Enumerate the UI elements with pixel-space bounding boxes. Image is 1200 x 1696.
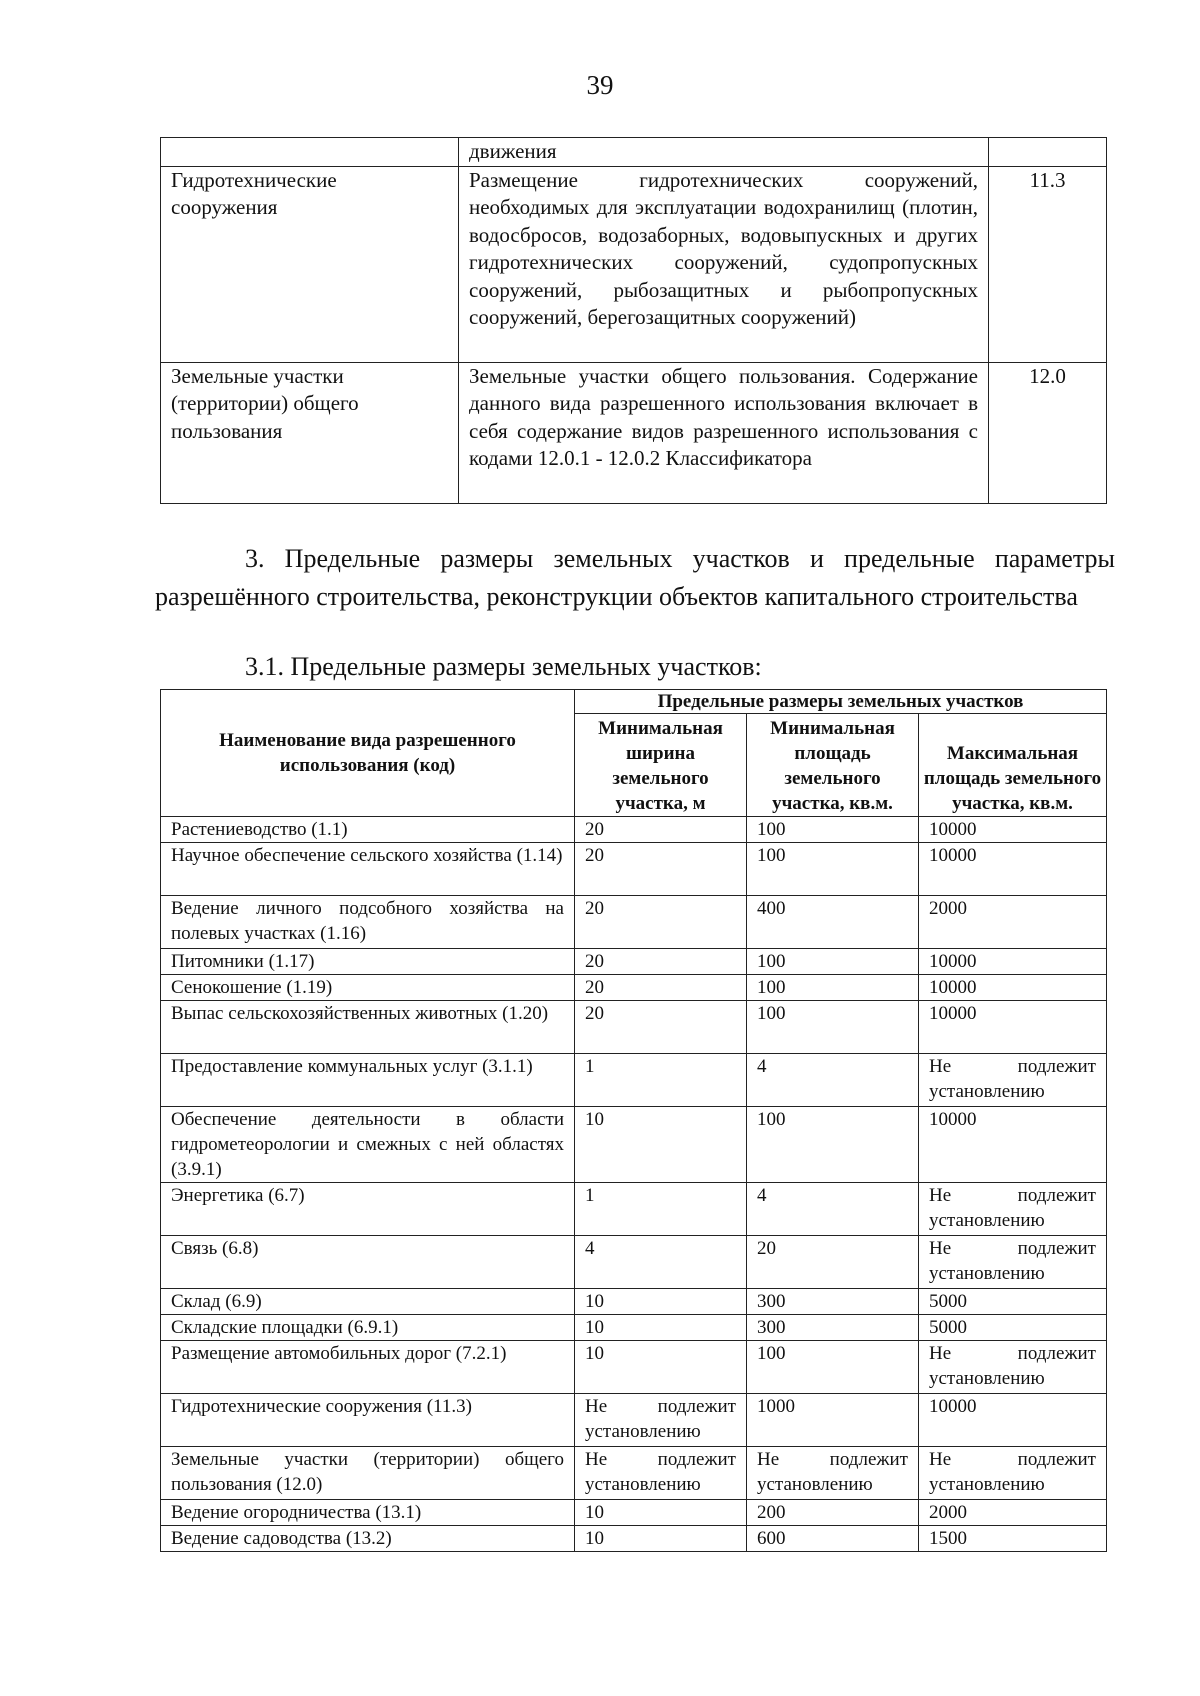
min-width-cell: 4 xyxy=(575,1236,747,1289)
use-type-name: Предоставление коммунальных услуг (3.1.1) xyxy=(161,1054,575,1107)
min-area-cell: 100 xyxy=(747,843,919,896)
max-area-cell: 5000 xyxy=(919,1289,1107,1315)
use-type-name xyxy=(161,138,459,167)
use-type-name: Склад (6.9) xyxy=(161,1289,575,1315)
table-row xyxy=(161,843,1107,896)
use-type-code: 12.0 xyxy=(989,362,1107,503)
max-area-cell: 2000 xyxy=(919,1500,1107,1526)
use-type-name: Питомники (1.17) xyxy=(161,949,575,975)
table-row xyxy=(161,1107,1107,1183)
min-width-cell: 20 xyxy=(575,843,747,896)
max-area-cell: 10000 xyxy=(919,843,1107,896)
header-min-width: Минимальная ширина земельного участка, м xyxy=(575,714,747,817)
min-width-cell: 1 xyxy=(575,1054,747,1107)
max-area-cell: Не подлежит установлению xyxy=(919,1236,1107,1289)
min-width-cell: 20 xyxy=(575,817,747,843)
min-width-cell: 10 xyxy=(575,1341,747,1394)
use-type-name: Ведение личного подсобного хозяйства на полевых участках (1.16) xyxy=(161,896,575,949)
use-type-description: движения xyxy=(459,138,989,167)
table-row xyxy=(161,1001,1107,1054)
use-type-code: 11.3 xyxy=(989,166,1107,362)
min-width-cell: Не подлежит установлению xyxy=(575,1447,747,1500)
min-area-cell: 100 xyxy=(747,817,919,843)
use-type-name: Связь (6.8) xyxy=(161,1236,575,1289)
use-type-description: Земельные участки общего пользования. Содержание данного вида разрешенного использования включает в себя содержание видов разрешенного использования с кодами 12.0.1 - 12.0.2 Классификатора xyxy=(459,362,989,503)
min-area-cell: 100 xyxy=(747,949,919,975)
use-type-name: Складские площадки (6.9.1) xyxy=(161,1315,575,1341)
min-width-cell: 20 xyxy=(575,949,747,975)
header-row xyxy=(161,690,1107,714)
use-type-name: Научное обеспечение сельского хозяйства (1.14) xyxy=(161,843,575,896)
use-type-name: Выпас сельскохозяйственных животных (1.20) xyxy=(161,1001,575,1054)
use-type-name: Гидротехнические сооружения (11.3) xyxy=(161,1394,575,1447)
max-area-cell: Не подлежит установлению xyxy=(919,1447,1107,1500)
min-area-cell: 100 xyxy=(747,1341,919,1394)
land-use-types-table xyxy=(160,137,1107,504)
max-area-cell: Не подлежит установлению xyxy=(919,1054,1107,1107)
use-type-name: Энергетика (6.7) xyxy=(161,1183,575,1236)
table-row xyxy=(161,975,1107,1001)
table-row xyxy=(161,1054,1107,1107)
plot-size-limits-table xyxy=(160,689,1107,1552)
min-area-cell: 100 xyxy=(747,975,919,1001)
table-row xyxy=(161,1183,1107,1236)
table-row xyxy=(161,949,1107,975)
use-type-name: Ведение огородничества (13.1) xyxy=(161,1500,575,1526)
table-row xyxy=(161,896,1107,949)
header-use-type: Наименование вида разрешенного использования (код) xyxy=(161,690,575,817)
use-type-name: Обеспечение деятельности в области гидрометеорологии и смежных с ней областях (3.9.1) xyxy=(161,1107,575,1183)
min-width-cell: 10 xyxy=(575,1500,747,1526)
min-area-cell: 600 xyxy=(747,1526,919,1552)
min-width-cell: 20 xyxy=(575,1001,747,1054)
min-area-cell: 100 xyxy=(747,1001,919,1054)
min-area-cell: 300 xyxy=(747,1315,919,1341)
min-width-cell: 10 xyxy=(575,1107,747,1183)
header-size-limits: Предельные размеры земельных участков xyxy=(575,690,1107,714)
table-row xyxy=(161,1236,1107,1289)
min-area-cell: 4 xyxy=(747,1054,919,1107)
min-area-cell: 300 xyxy=(747,1289,919,1315)
page-number: 39 xyxy=(586,70,614,100)
table-row xyxy=(161,817,1107,843)
max-area-cell: 2000 xyxy=(919,896,1107,949)
max-area-cell: 10000 xyxy=(919,1001,1107,1054)
max-area-cell: 10000 xyxy=(919,949,1107,975)
use-type-code xyxy=(989,138,1107,167)
use-type-description: Размещение гидротехнических сооружений, необходимых для эксплуатации водохранилищ (плотин, водосбросов, водозаборных, водовыпускных и других гидротехнических сооружений, судопропускных сооружений, рыбозащитных и рыбопропускных сооружений, берегозащитных сооружений) xyxy=(459,166,989,362)
max-area-cell: 1500 xyxy=(919,1526,1107,1552)
table-row xyxy=(161,1526,1107,1552)
use-type-name: Земельные участки (территории) общего пользования (12.0) xyxy=(161,1447,575,1500)
max-area-cell: 10000 xyxy=(919,1107,1107,1183)
min-width-cell: 10 xyxy=(575,1315,747,1341)
min-width-cell: 10 xyxy=(575,1289,747,1315)
min-width-cell: 1 xyxy=(575,1183,747,1236)
table-row xyxy=(161,1341,1107,1394)
table-row xyxy=(161,1447,1107,1500)
min-area-cell: 400 xyxy=(747,896,919,949)
use-type-name: Растениеводство (1.1) xyxy=(161,817,575,843)
max-area-cell: 10000 xyxy=(919,1394,1107,1447)
min-width-cell: Не подлежит установлению xyxy=(575,1394,747,1447)
max-area-cell: 10000 xyxy=(919,817,1107,843)
table-row xyxy=(161,362,1107,503)
min-area-cell: 1000 xyxy=(747,1394,919,1447)
section-3-heading: 3. Предельные размеры земельных участков и предельные параметры разрешённого строительства, реконструкции объектов капитального строительства xyxy=(155,544,1115,611)
min-area-cell: 4 xyxy=(747,1183,919,1236)
min-area-cell: 200 xyxy=(747,1500,919,1526)
min-area-cell: 20 xyxy=(747,1236,919,1289)
section-3-1-heading: 3.1. Предельные размеры земельных участков: xyxy=(245,652,762,681)
use-type-name: Сенокошение (1.19) xyxy=(161,975,575,1001)
use-type-name: Ведение садоводства (13.2) xyxy=(161,1526,575,1552)
table-row xyxy=(161,1394,1107,1447)
min-area-cell: 100 xyxy=(747,1107,919,1183)
max-area-cell: 5000 xyxy=(919,1315,1107,1341)
table-row xyxy=(161,166,1107,362)
table-row xyxy=(161,1289,1107,1315)
min-width-cell: 20 xyxy=(575,975,747,1001)
min-area-cell: Не подлежит установлению xyxy=(747,1447,919,1500)
table-row xyxy=(161,1315,1107,1341)
header-min-area: Минимальная площадь земельного участка, кв.м. xyxy=(747,714,919,817)
max-area-cell: 10000 xyxy=(919,975,1107,1001)
max-area-cell: Не подлежит установлению xyxy=(919,1183,1107,1236)
table-row xyxy=(161,1500,1107,1526)
min-width-cell: 20 xyxy=(575,896,747,949)
use-type-name: Размещение автомобильных дорог (7.2.1) xyxy=(161,1341,575,1394)
use-type-name: Гидротехнические сооружения xyxy=(161,166,459,362)
max-area-cell: Не подлежит установлению xyxy=(919,1341,1107,1394)
use-type-name: Земельные участки (территории) общего пользования xyxy=(161,362,459,503)
header-max-area: Максимальная площадь земельного участка, кв.м. xyxy=(919,714,1107,817)
table-row xyxy=(161,138,1107,167)
min-width-cell: 10 xyxy=(575,1526,747,1552)
